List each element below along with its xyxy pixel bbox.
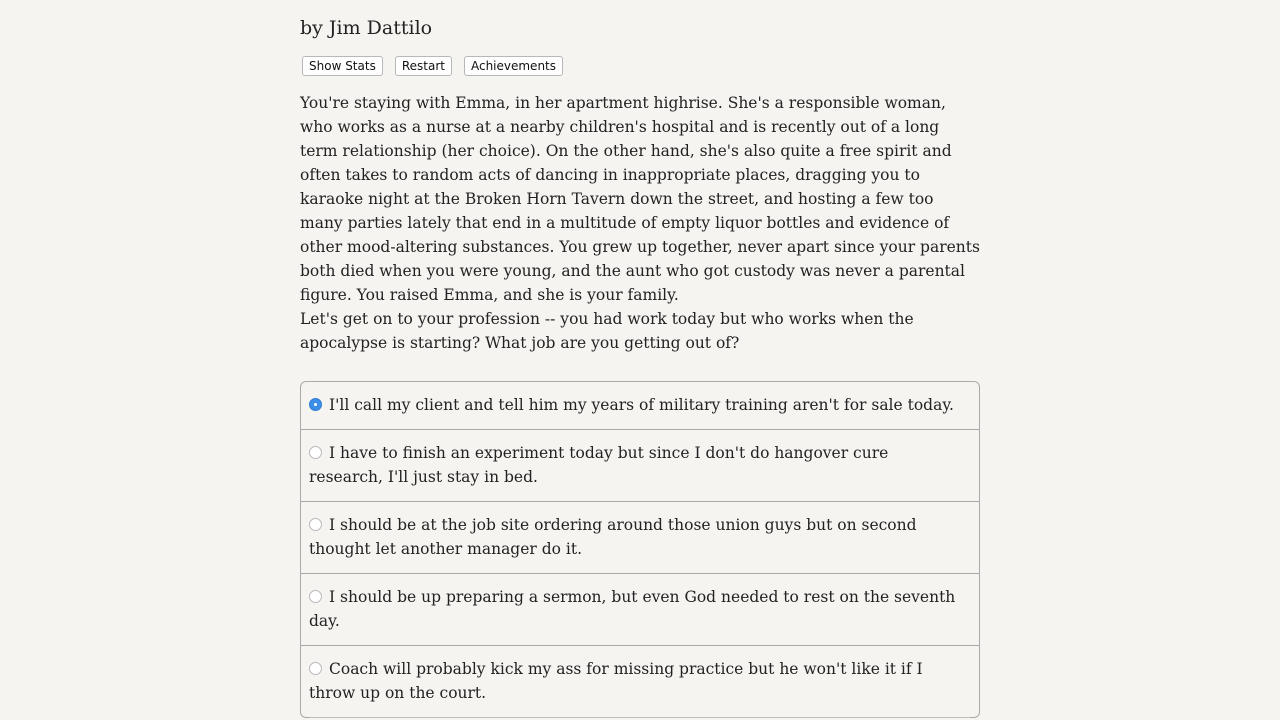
choice-option[interactable]	[301, 501, 979, 573]
choice-label: I'll call my client and tell him my years of military training aren't for sale today.	[329, 396, 954, 414]
choice-option[interactable]	[301, 573, 979, 645]
achievements-button[interactable]: Achievements	[464, 56, 563, 76]
divider	[310, 717, 970, 718]
choice-label: I should be up preparing a sermon, but even God needed to rest on the seventh day.	[309, 588, 956, 630]
choice-option[interactable]	[301, 645, 979, 717]
choice-label: Coach will probably kick my ass for missing practice but he won't like it if I throw up on the court.	[309, 660, 923, 702]
show-stats-button[interactable]: Show Stats	[302, 56, 383, 76]
radio-button[interactable]	[309, 590, 322, 603]
radio-button[interactable]	[309, 398, 322, 411]
choice-list	[300, 381, 980, 718]
story-question: Let's get on to your profession -- you had work today but who works when the apocalypse is starting? What job are you getting out of?	[300, 310, 914, 352]
author-byline: by Jim Dattilo	[300, 17, 433, 39]
radio-button[interactable]	[309, 662, 322, 675]
choice-option[interactable]	[301, 382, 979, 429]
choice-label: I should be at the job site ordering around those union guys but on second thought let another manager do it.	[309, 516, 917, 558]
radio-button[interactable]	[309, 446, 322, 459]
choice-option[interactable]	[301, 429, 979, 501]
toolbar	[302, 56, 563, 76]
radio-button[interactable]	[309, 518, 322, 531]
choice-label: I have to finish an experiment today but since I don't do hangover cure research, I'll just stay in bed.	[309, 444, 889, 486]
story-paragraph: You're staying with Emma, in her apartment highrise. She's a responsible woman, who works as a nurse at a nearby children's hospital and is recently out of a long term relationship (her choice). On the other hand, she's also quite a free spirit and often takes to random acts of dancing in inappropriate places, dragging you to karaoke night at the Broken Horn Tavern down the street, and hosting a few too many parties lately that end in a multitude of empty liquor bottles and evidence of other mood-altering substances. You grew up together, never apart since your parents both died when you were young, and the aunt who got custody was never a parental figure. You raised Emma, and she is your family.	[300, 94, 980, 304]
restart-button[interactable]: Restart	[395, 56, 452, 76]
